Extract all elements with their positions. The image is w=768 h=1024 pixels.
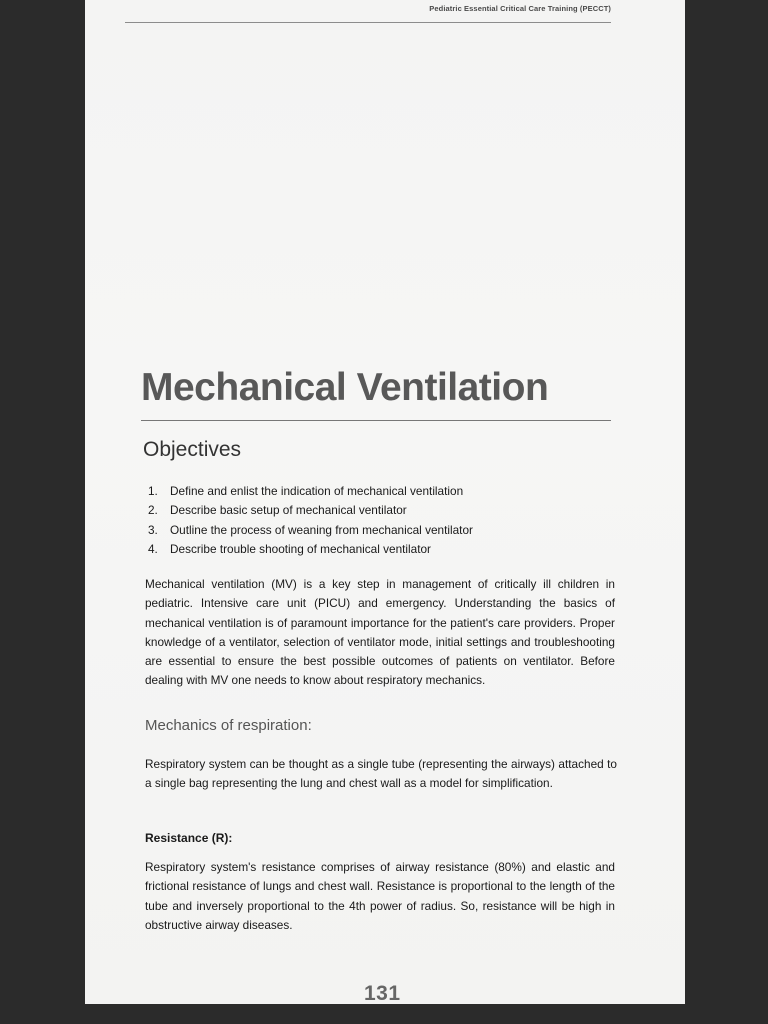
list-item	[148, 501, 473, 520]
title-divider	[141, 420, 611, 421]
mechanics-paragraph: Respiratory system can be thought as a single tube (representing the airways) attached to a single bag representing the lung and chest wall as a model for simplification.	[145, 757, 617, 791]
header-divider	[125, 22, 611, 23]
list-item-number: 1.	[148, 484, 158, 498]
list-item	[148, 521, 473, 540]
running-header: Pediatric Essential Critical Care Training (PECCT)	[429, 4, 611, 13]
list-item-text: Describe trouble shooting of mechanical ventilator	[170, 541, 431, 556]
list-item-text: Define and enlist the indication of mechanical ventilation	[170, 484, 464, 498]
resistance-paragraph: Respiratory system's resistance comprises of airway resistance (80%) and elastic and frictional resistance of lungs and chest wall. Resistance is proportional to the length of the tube and inversely proportional to the 4th power of radius. So, resistance will be high in obstructive airway diseases.	[145, 860, 615, 932]
list-item-text: Outline the process of weaning from mechanical ventilator	[170, 522, 473, 537]
intro-paragraph: Mechanical ventilation (MV) is a key step in management of critically ill children in pediatric. Intensive care unit (PICU) and emergency. Understanding the basics of mechanical ventilation is of paramount importance for the patient's care providers. Proper knowledge of a ventilator, selection of ventilator mode, initial settings and troubleshooting are essential to ensure the best possible outcomes of patients on ventilator. Before dealing with MV one needs to know about respiratory mechanics.	[145, 577, 615, 688]
list-item-number: 3.	[148, 522, 158, 537]
chapter-title: Mechanical Ventilation	[141, 366, 549, 409]
list-item-number: 2.	[148, 503, 158, 518]
objectives-list	[148, 482, 473, 559]
resistance-heading: Resistance (R):	[145, 831, 233, 845]
list-item-text: Describe basic setup of mechanical ventilator	[170, 503, 407, 518]
list-item-number: 4.	[148, 541, 158, 556]
book-page	[85, 0, 685, 1004]
mechanics-heading: Mechanics of respiration:	[145, 717, 312, 734]
list-item	[148, 482, 473, 501]
page-number: 131	[364, 982, 401, 1004]
objectives-heading: Objectives	[143, 438, 242, 461]
list-item	[148, 540, 473, 559]
